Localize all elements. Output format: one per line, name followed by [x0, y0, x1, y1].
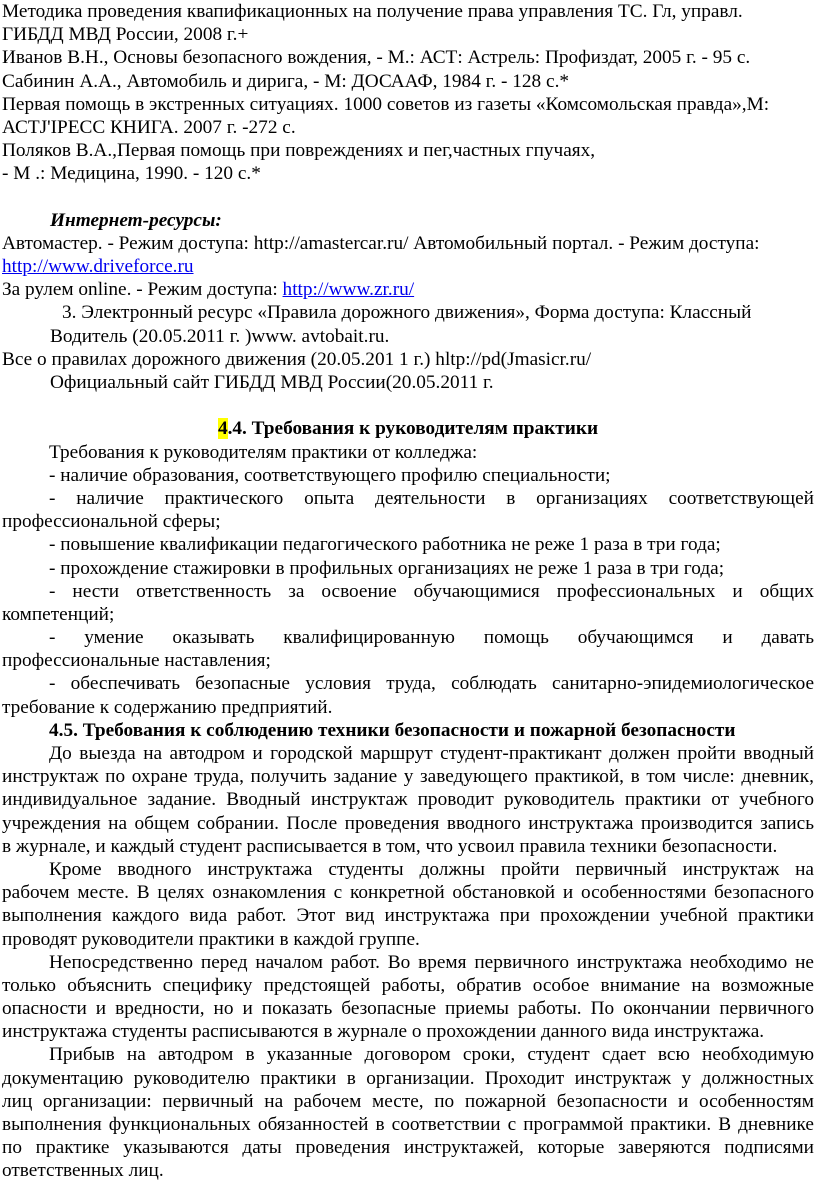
- paragraph-line: профессиональные наставления;: [2, 650, 271, 672]
- paragraph-line: - нести ответственность за освоение обучающимися профессиональных и общих: [49, 580, 814, 602]
- internet-resource-line: Все о правилах дорожного движения (20.05.201 1 г.) hltp://pd(Jmasicr.ru/: [2, 348, 592, 370]
- driveforce-link[interactable]: http://www.driveforce.ru: [2, 256, 194, 278]
- reference-line: Иванов В.Н., Основы безопасного вождения, - М.: АСТ: Астрель: Профиздат, 2005 г. - 95 с.: [2, 47, 751, 69]
- paragraph-line: - повышение квалификации педагогического работника не реже 1 раза в три года;: [49, 534, 721, 556]
- internet-resource-line: 3. Электронный ресурс «Правила дорожного движения», Форма доступа: Классный: [62, 302, 752, 324]
- paragraph-line: Кроме вводного инструктажа студенты должны пройти первичный инструктаж на: [49, 858, 814, 880]
- internet-resource-line: Автомастер. - Режим доступа: http://amastercar.ru/ Автомобильный портал. - Режим доступа:: [2, 232, 760, 254]
- paragraph-line: инструктажа студенты расписываются в журнале о прохождении данного вида инструктажа.: [2, 1021, 765, 1043]
- section-4-4-heading: [2, 417, 814, 440]
- paragraph-line: До выезда на автодром и городской маршрут студент-практикант должен пройти вводный: [49, 743, 814, 764]
- section-4-5-heading: 4.5. Требования к соблюдению техники безопасности и пожарной безопасности: [49, 719, 736, 741]
- paragraph-line: Непосредственно перед началом работ. Во время первичного инструктажа необходимо не: [49, 951, 814, 973]
- internet-resource-line: [2, 255, 814, 278]
- paragraph-line: учреждения на общем собрании. После проведения вводного инструктажа производится запись: [2, 812, 814, 834]
- paragraph-line: компетенций;: [2, 603, 115, 625]
- paragraph-line: Требования к руководителям практики от колледжа:: [49, 441, 478, 463]
- reference-line: АСТJ'IРЕСС КНИГА. 2007 г. -272 с.: [2, 116, 296, 138]
- paragraph-line: профессиональной сферы;: [2, 511, 221, 533]
- paragraph-line: - умение оказывать квалифицированную помощь обучающимся и давать: [49, 627, 814, 649]
- paragraph-line: ответственных лиц.: [2, 1160, 164, 1182]
- paragraph-line: по практике указываются даты проведения инструктажей, которые заверяются подписями: [2, 1137, 814, 1159]
- reference-line: - М .: Медицина, 1990. - 120 с.*: [2, 163, 261, 185]
- highlighted-number: 4: [217, 418, 228, 440]
- paragraph-line: - прохождение стажировки в профильных организациях не реже 1 раза в три года;: [49, 557, 725, 579]
- reference-line: Сабинин А.А., Автомобиль и дирига, - М: ДОСААФ, 1984 г. - 128 с.*: [2, 70, 570, 92]
- internet-resources-heading: Интернет-ресурсы:: [50, 209, 222, 231]
- paragraph-line: выполнения каждого вида работ. Этот вид инструктажа при прохождении учебной практики: [2, 905, 814, 927]
- zr-link[interactable]: http://www.zr.ru/: [282, 279, 415, 301]
- paragraph-line: выполнения функциональных обязанностей в соответствии с программой практики. В дневнике: [2, 1114, 814, 1135]
- blank-line: [2, 186, 814, 209]
- paragraph-line: требование к содержанию предприятий.: [2, 696, 333, 718]
- paragraph-line: Прибыв на автодром в указанные договором сроки, студент сдает всю необходимую: [49, 1044, 814, 1066]
- paragraph-line: индивидуальное задание. Вводный инструктаж проводит руководитель практики от учебного: [2, 789, 814, 811]
- paragraph-line: только объяснить специфику предстоящей работы, обратив особое внимание на возможные: [2, 974, 814, 996]
- paragraph-line: инструктаж по охране труда, получить задание у заведующего практикой, в том числе: дневник,: [2, 766, 814, 788]
- paragraph-line: - обеспечивать безопасные условия труда, соблюдать санитарно-эпидемиологическое: [49, 673, 814, 695]
- reference-line: Методика проведения квапификационных на получение права управления ТС. Гл, управл.: [2, 1, 743, 22]
- internet-resource-line: Водитель (20.05.2011 г. )www. avtobait.ru.: [50, 325, 390, 347]
- internet-resource-line: Официальный сайт ГИБДД МВД России(20.05.2011 г.: [50, 372, 494, 393]
- paragraph-line: документацию руководителю практики в организации. Проходит инструктаж у должностных: [2, 1067, 814, 1089]
- section-4-4-heading-text: .4. Требования к руководителям практики: [227, 418, 599, 440]
- paragraph-line: в журнале, и каждый студент расписывается в том, что усвоил правила техники безопасности.: [2, 835, 778, 857]
- zr-label: За рулем online. - Режим доступа:: [2, 279, 283, 301]
- reference-line: Поляков В.А.,Первая помощь при повреждениях и пег,частных гпучаях,: [2, 140, 596, 162]
- paragraph-line: опасности и вредности, но и показать безопасные приемы работы. По окончании первичного: [2, 998, 814, 1020]
- paragraph-line: лиц организации: первичный на рабочем месте, по пожарной безопасности и особенностям: [2, 1090, 814, 1112]
- internet-resource-line: [2, 278, 814, 301]
- reference-line: ГИБДД МВД России, 2008 г.+: [2, 24, 249, 46]
- paragraph-line: - наличие образования, соответствующего профилю специальности;: [49, 464, 611, 486]
- blank-line: [2, 394, 814, 417]
- reference-line: Первая помощь в экстренных ситуациях. 1000 советов из газеты «Комсомольская правда»,М:: [2, 93, 770, 115]
- paragraph-line: - наличие практического опыта деятельности в организациях соответствующей: [49, 487, 814, 509]
- paragraph-line: проводят руководители практики в каждой группе.: [2, 928, 420, 950]
- paragraph-line: рабочем месте. В целях ознакомления с конкретной обстановкой и особенностями безопасного: [2, 882, 814, 904]
